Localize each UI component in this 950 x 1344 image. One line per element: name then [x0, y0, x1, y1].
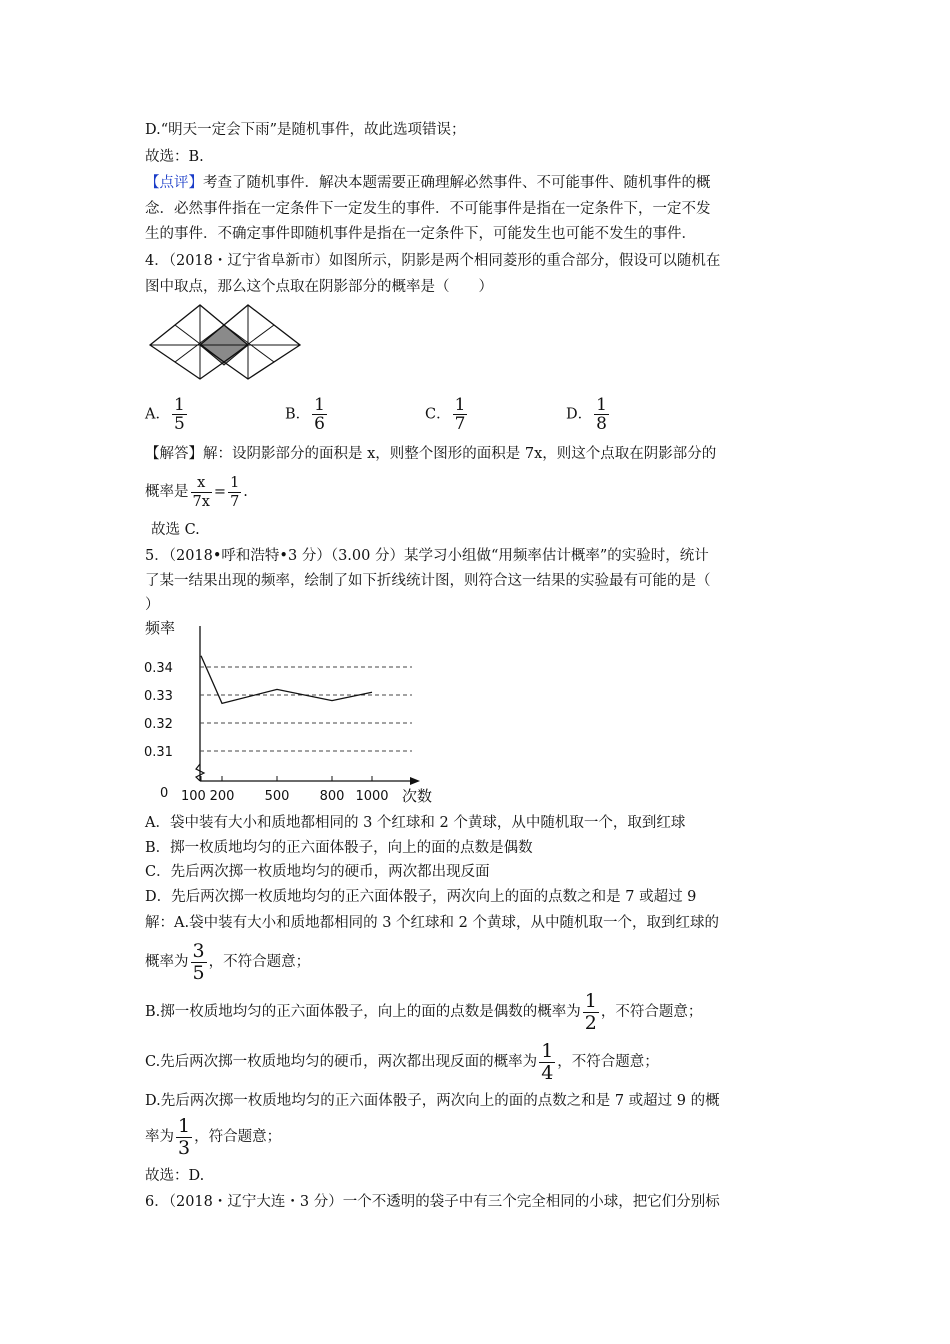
rhombus-figure [146, 303, 306, 381]
x-axis-label: 次数 [402, 787, 433, 805]
numerator: 1 [454, 395, 466, 415]
solution-line: 解：A.袋中装有大小和质地都相同的 3 个红球和 2 个黄球，从中随机取一个，取到红球的 [145, 915, 719, 931]
solution-text: ，不符合题意； [600, 1004, 703, 1020]
answer-line [145, 472, 248, 512]
question-4-line: 4．（2018・辽宁省阜新市）如图所示，阴影是两个相同菱形的重合部分，假设可以随机在 [145, 253, 721, 269]
option-d [566, 396, 611, 433]
solution-text: ，不符合题意； [208, 954, 311, 970]
text-line [145, 173, 711, 193]
numerator: 1 [314, 395, 325, 415]
question-5-line: 了某一结果出现的频率，绘制了如下折线统计图，则符合这一结果的实验最有可能的是（ [145, 573, 711, 589]
option-a [145, 396, 189, 433]
question-5-line: 5．（2018•呼和浩特•3 分）（3.00 分）某学习小组做“用频率估计概率”的实验时，统计 [145, 548, 709, 564]
numerator: x [191, 474, 212, 493]
x-tick-label: 1000 [355, 789, 389, 804]
fraction [191, 941, 207, 984]
fraction [453, 396, 468, 433]
fraction [583, 991, 599, 1034]
denominator: 6 [314, 414, 325, 434]
x-tick-label: 200 [209, 789, 235, 804]
option-label: C． [425, 406, 451, 423]
option-label: B． [285, 406, 311, 423]
fraction [172, 396, 187, 433]
y-tick-label: 0.33 [144, 689, 173, 704]
solution-line [145, 1115, 281, 1159]
question-6-line: 6．（2018・辽宁大连・3 分）一个不透明的袋子中有三个完全相同的小球，把它们分别标 [145, 1194, 720, 1210]
solution-line: 故选：D. [145, 1168, 205, 1184]
solution-line [145, 940, 310, 984]
option-c: C．先后两次掷一枚质地均匀的硬币，两次都出现反面 [145, 864, 490, 880]
answer-line: 【解答】解：设阴影部分的面积是 x，则整个图形的面积是 7x，则这个点取在阴影部分的 [145, 446, 717, 462]
denominator: 7 [230, 493, 240, 510]
period: . [243, 484, 248, 500]
solution-text: ，符合题意； [194, 1129, 282, 1145]
x-tick-label: 100 [181, 789, 206, 804]
numerator: 1 [541, 1039, 554, 1062]
answer-line: 故选 C. [151, 522, 200, 538]
frequency-line-chart [140, 616, 450, 808]
series-line [201, 656, 372, 704]
fraction [191, 474, 212, 511]
text-line: D.“明天一定会下雨”是随机事件，故此选项错误； [145, 122, 466, 138]
comment-tag: 【点评】 [145, 175, 203, 191]
fraction [228, 474, 241, 511]
x-tick-label: 500 [264, 789, 290, 804]
answer-prefix: 概率是 [145, 484, 189, 500]
option-a: A．袋中装有大小和质地都相同的 3 个红球和 2 个黄球，从中随机取一个，取到红球 [145, 815, 686, 831]
y-tick-label: 0.32 [144, 717, 173, 732]
x-axis-arrow-icon [410, 777, 420, 785]
denominator: 5 [192, 961, 205, 984]
question-5-line: ） [145, 597, 160, 613]
denominator: 4 [541, 1061, 554, 1084]
y-axis-label: 频率 [145, 619, 176, 637]
option-b: B．掷一枚质地均匀的正六面体骰子，向上的面的点数是偶数 [145, 840, 533, 856]
fraction [312, 396, 327, 433]
equals-sign: = [213, 484, 227, 500]
denominator: 8 [596, 414, 607, 434]
solution-text: ，不符合题意； [557, 1054, 659, 1070]
solution-line [145, 990, 702, 1034]
fraction [594, 396, 609, 433]
solution-text: 率为 [145, 1129, 174, 1145]
option-c [425, 396, 469, 433]
question-4-line: 图中取点，那么这个点取在阴影部分的概率是（ ） [145, 279, 493, 295]
denominator: 7 [454, 414, 466, 434]
numerator: 1 [230, 474, 240, 491]
fraction [176, 1116, 192, 1159]
option-label: A． [145, 406, 170, 423]
solution-line [145, 1040, 659, 1084]
solution-line: D.先后两次掷一枚质地均匀的正六面体骰子，两次向上的面的点数之和是 7 或超过 9 的概 [145, 1093, 720, 1109]
numerator: 1 [584, 989, 597, 1012]
numerator: 3 [192, 939, 205, 962]
fraction [539, 1041, 555, 1084]
option-b [285, 396, 329, 433]
origin-label: 0 [160, 786, 169, 801]
text-line: 生的事件．不确定事件即随机事件是指在一定条件下，可能发生也可能不发生的事件． [145, 226, 696, 242]
y-tick-label: 0.34 [144, 661, 173, 676]
denominator: 2 [584, 1011, 597, 1034]
solution-text: B.掷一枚质地均匀的正六面体骰子，向上的面的点数是偶数的概率为 [145, 1004, 581, 1020]
solution-text: C.先后两次掷一枚质地均匀的硬币，两次都出现反面的概率为 [145, 1054, 538, 1070]
x-tick-label: 800 [319, 789, 345, 804]
text-line: 故选：B. [145, 149, 204, 165]
denominator: 3 [178, 1136, 191, 1159]
text-line: 念．必然事件指在一定条件下一定发生的事件．不可能事件是指在一定条件下，一定不发 [145, 201, 711, 217]
comment-text: 考查了随机事件．解决本题需要正确理解必然事件、不可能事件、随机事件的概 [203, 175, 711, 191]
option-label: D． [566, 406, 593, 423]
numerator: 1 [178, 1114, 191, 1137]
numerator: 1 [596, 395, 607, 415]
numerator: 1 [173, 395, 185, 415]
y-tick-label: 0.31 [144, 745, 173, 760]
option-d: D．先后两次掷一枚质地均匀的正六面体骰子，两次向上的面的点数之和是 7 或超过 9 [145, 889, 697, 905]
solution-text: 概率为 [145, 954, 189, 970]
denominator: 5 [173, 414, 185, 434]
denominator: 7x [192, 493, 210, 510]
